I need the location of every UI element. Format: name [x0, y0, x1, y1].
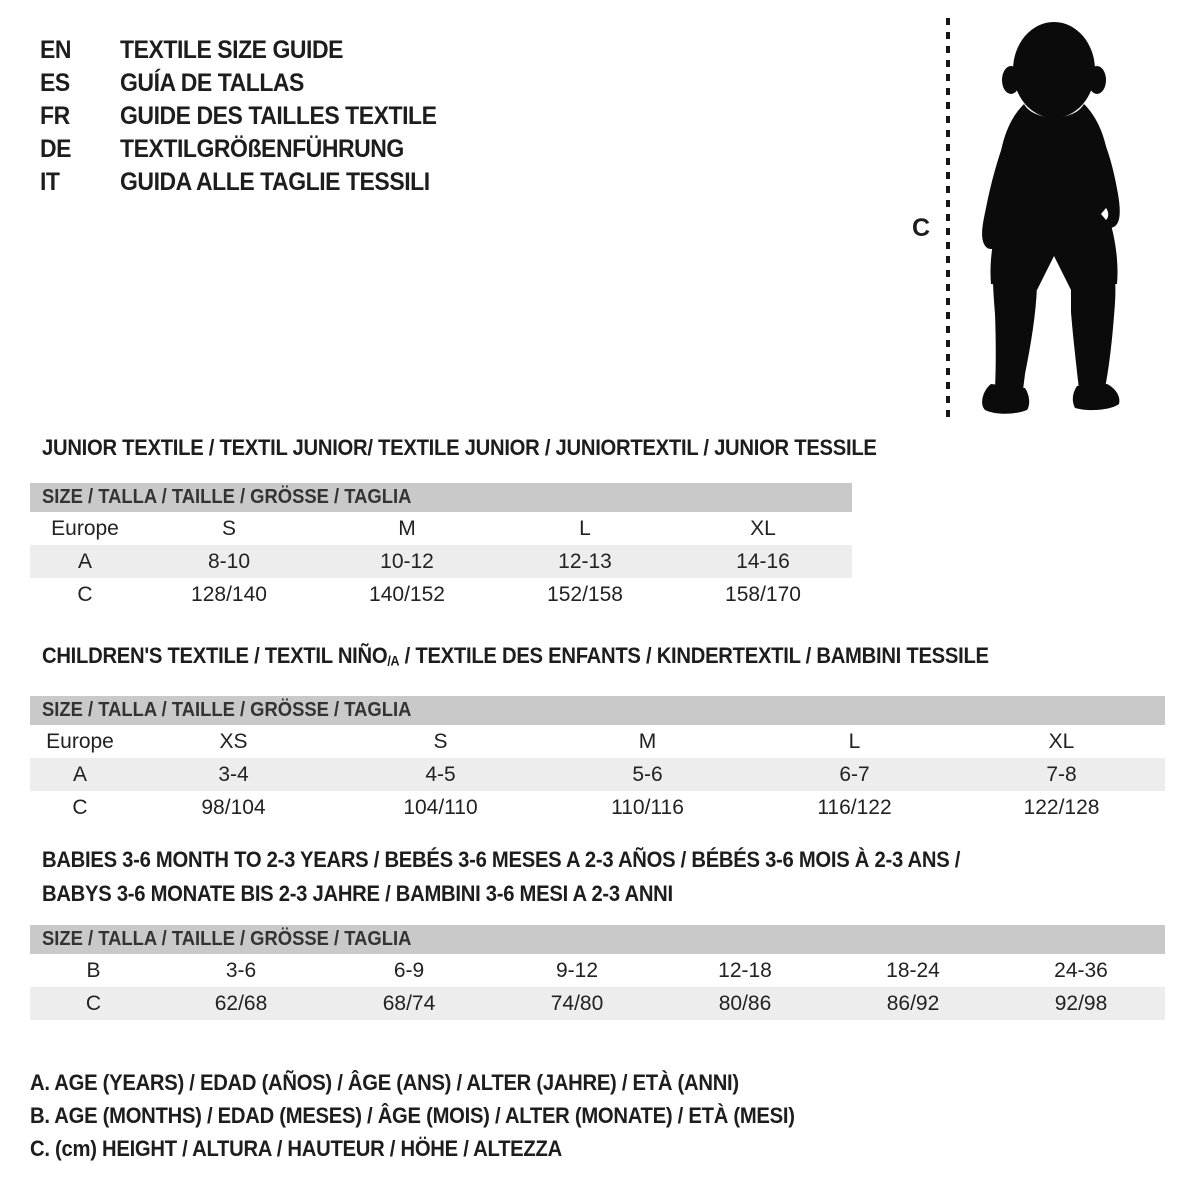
value-cell: 12-13 — [558, 549, 612, 573]
value-cell: 18-24 — [886, 958, 940, 982]
table-row-age — [30, 758, 1165, 791]
value-cell: 7-8 — [1046, 762, 1077, 786]
lang-label: TEXTILGRÖßENFÜHRUNG — [120, 135, 404, 163]
legend-note-c: C. (cm) HEIGHT / ALTURA / HAUTEUR / HÖHE / ALTEZZA — [30, 1136, 562, 1161]
junior-size-table — [30, 512, 852, 611]
lang-row-fr — [40, 100, 464, 133]
column-header-cell: M — [638, 729, 657, 753]
lang-row-es — [40, 67, 464, 100]
table-row-age — [30, 545, 852, 578]
value-cell: 12-18 — [718, 958, 772, 982]
column-header-cell: XL — [750, 516, 776, 540]
lang-row-de — [40, 133, 464, 166]
junior-size-header-bar: SIZE / TALLA / TAILLE / GRÖSSE / TAGLIA — [30, 483, 852, 512]
value-cell: 10-12 — [380, 549, 434, 573]
lang-label: TEXTILE SIZE GUIDE — [120, 36, 344, 64]
height-measure-dashed-line — [946, 18, 950, 418]
babies-textile-section — [30, 848, 1165, 1020]
language-header — [40, 34, 464, 199]
lang-code: DE — [40, 135, 72, 163]
value-cell: 110/116 — [611, 795, 684, 819]
value-cell: 86/92 — [886, 991, 940, 1015]
column-header-cell: L — [848, 729, 861, 753]
table-row-height — [30, 987, 1165, 1020]
babies-size-header-bar: SIZE / TALLA / TAILLE / GRÖSSE / TAGLIA — [30, 925, 1165, 954]
height-measure-label: C — [912, 214, 931, 242]
junior-textile-section — [30, 435, 877, 611]
table-row-height — [30, 578, 852, 611]
childrens-textile-section — [30, 644, 1165, 824]
value-cell: 152/158 — [547, 582, 623, 606]
lang-row-en — [40, 34, 464, 67]
value-cell: 122/128 — [1023, 795, 1100, 819]
lang-label: GUIDA ALLE TAGLIE TESSILI — [120, 168, 430, 196]
value-cell: 158/170 — [725, 582, 801, 606]
region-label-cell: Europe — [51, 516, 119, 540]
region-label-cell: Europe — [46, 729, 114, 753]
nino-a-subscript: /A — [387, 653, 400, 669]
column-header-cell: S — [221, 516, 236, 540]
toddler-silhouette-icon — [966, 20, 1142, 422]
value-cell: 104/110 — [403, 795, 478, 819]
table-row-columns — [30, 725, 1165, 758]
row-label-cell: C — [85, 991, 102, 1015]
value-cell: 3-6 — [225, 958, 257, 982]
value-cell: 98/104 — [201, 795, 266, 819]
table-row-columns — [30, 512, 852, 545]
children-section-title: CHILDREN'S TEXTILE / TEXTIL NIÑO/A / TEXTILE DES ENFANTS / KINDERTEXTIL / BAMBINI TESSILE — [42, 643, 989, 669]
value-cell: 140/152 — [369, 582, 445, 606]
value-cell: 14-16 — [736, 549, 790, 573]
babies-section-title: BABIES 3-6 MONTH TO 2-3 YEARS / BEBÉS 3-6 MESES A 2-3 AÑOS / BÉBÉS 3-6 MOIS À 2-3 ANS / BABYS 3-6 MONATE BIS 2-3 JAHRE / BAMBINI 3-6 MESI A 2-3 ANNI — [42, 847, 961, 906]
value-cell: 9-12 — [555, 958, 599, 982]
column-header-cell: L — [579, 516, 591, 540]
value-cell: 92/98 — [1054, 991, 1108, 1015]
lang-row-it — [40, 166, 464, 199]
junior-section-title: JUNIOR TEXTILE / TEXTIL JUNIOR/ TEXTILE JUNIOR / JUNIORTEXTIL / JUNIOR TESSILE — [42, 435, 877, 460]
row-label-cell: A — [72, 762, 87, 786]
value-cell: 128/140 — [191, 582, 267, 606]
legend-notes — [30, 1066, 861, 1165]
row-label-cell: B — [86, 958, 101, 982]
value-cell: 74/80 — [550, 991, 604, 1015]
column-header-cell: XS — [219, 729, 248, 753]
row-label-cell: C — [77, 582, 93, 606]
value-cell: 6-9 — [393, 958, 425, 982]
value-cell: 5-6 — [632, 762, 663, 786]
child-height-figure — [900, 10, 1166, 430]
value-cell: 116/122 — [817, 795, 892, 819]
children-size-table — [30, 725, 1165, 824]
value-cell: 3-4 — [218, 762, 249, 786]
column-header-cell: XL — [1048, 729, 1075, 753]
value-cell: 4-5 — [425, 762, 456, 786]
legend-note-b: B. AGE (MONTHS) / EDAD (MESES) / ÂGE (MOIS) / ALTER (MONATE) / ETÀ (MESI) — [30, 1103, 795, 1128]
value-cell: 24-36 — [1054, 958, 1108, 982]
lang-label: GUIDE DES TAILLES TEXTILE — [120, 102, 437, 130]
lang-code: FR — [40, 102, 70, 130]
lang-label: GUÍA DE TALLAS — [120, 69, 304, 97]
value-cell: 62/68 — [214, 991, 268, 1015]
value-cell: 6-7 — [839, 762, 870, 786]
column-header-cell: M — [398, 516, 416, 540]
table-row-age-months — [30, 954, 1165, 987]
legend-note-a: A. AGE (YEARS) / EDAD (AÑOS) / ÂGE (ANS) / ALTER (JAHRE) / ETÀ (ANNI) — [30, 1070, 739, 1095]
row-label-cell: C — [72, 795, 88, 819]
table-row-height — [30, 791, 1165, 824]
lang-code: EN — [40, 36, 72, 64]
children-size-header-bar: SIZE / TALLA / TAILLE / GRÖSSE / TAGLIA — [30, 696, 1165, 725]
row-label-cell: A — [77, 549, 92, 573]
lang-code: ES — [40, 69, 70, 97]
babies-size-table — [30, 954, 1165, 1020]
value-cell: 68/74 — [382, 991, 436, 1015]
value-cell: 80/86 — [718, 991, 772, 1015]
value-cell: 8-10 — [207, 549, 251, 573]
lang-code: IT — [40, 168, 60, 196]
column-header-cell: S — [433, 729, 448, 753]
